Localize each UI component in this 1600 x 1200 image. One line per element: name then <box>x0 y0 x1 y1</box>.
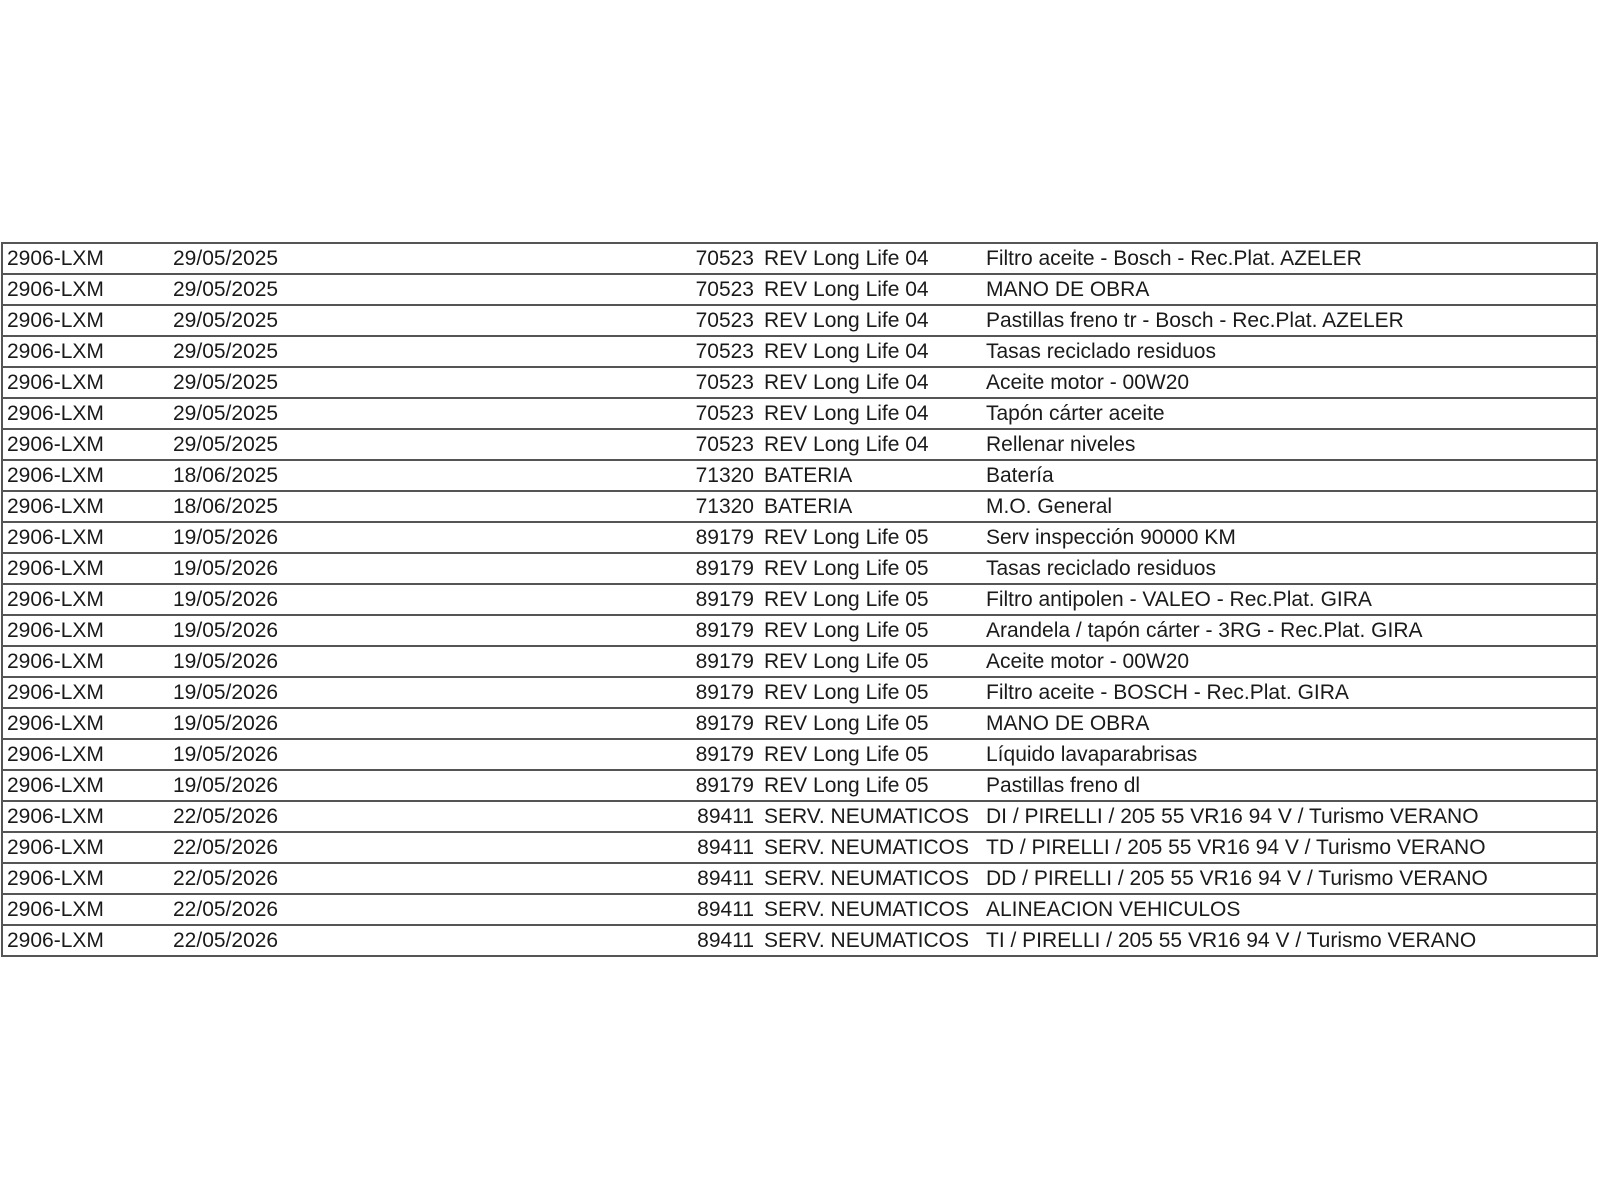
table-row <box>3 554 1596 585</box>
service-date: 22/05/2026 <box>173 805 279 828</box>
table-row <box>3 244 1596 275</box>
vehicle-plate: 2906-LXM <box>7 650 104 673</box>
table-row <box>3 492 1596 523</box>
order-number: 89179 <box>695 681 754 704</box>
order-number: 89411 <box>697 836 754 859</box>
service-type: REV Long Life 04 <box>764 309 929 332</box>
service-description: Aceite motor - 00W20 <box>986 650 1190 673</box>
vehicle-plate: 2906-LXM <box>7 526 104 549</box>
table-row <box>3 368 1596 399</box>
service-date: 18/06/2025 <box>173 495 279 518</box>
service-description: Batería <box>986 464 1054 487</box>
service-type: SERV. NEUMATICOS <box>764 805 969 828</box>
service-date: 29/05/2025 <box>173 340 279 363</box>
service-type: REV Long Life 04 <box>764 371 929 394</box>
service-type: REV Long Life 04 <box>764 433 929 456</box>
service-type: REV Long Life 05 <box>764 588 929 611</box>
service-description: Aceite motor - 00W20 <box>986 371 1190 394</box>
vehicle-plate: 2906-LXM <box>7 774 104 797</box>
service-type: SERV. NEUMATICOS <box>764 836 969 859</box>
service-date: 29/05/2025 <box>173 402 279 425</box>
service-type: REV Long Life 05 <box>764 619 929 642</box>
vehicle-plate: 2906-LXM <box>7 309 104 332</box>
service-type: REV Long Life 04 <box>764 278 929 301</box>
order-number: 89411 <box>697 867 754 890</box>
table-row <box>3 523 1596 554</box>
order-number: 70523 <box>695 402 754 425</box>
table-row <box>3 306 1596 337</box>
vehicle-plate: 2906-LXM <box>7 867 104 890</box>
order-number: 70523 <box>695 433 754 456</box>
service-date: 19/05/2026 <box>173 774 279 797</box>
service-description: Arandela / tapón cárter - 3RG - Rec.Plat. GIRA <box>986 619 1423 642</box>
vehicle-plate: 2906-LXM <box>7 681 104 704</box>
service-type: REV Long Life 05 <box>764 743 929 766</box>
service-description: MANO DE OBRA <box>986 712 1150 735</box>
service-date: 19/05/2026 <box>173 743 279 766</box>
order-number: 89411 <box>697 805 754 828</box>
service-type: REV Long Life 05 <box>764 526 929 549</box>
vehicle-plate: 2906-LXM <box>7 247 104 270</box>
table-row <box>3 430 1596 461</box>
order-number: 71320 <box>695 464 754 487</box>
service-date: 29/05/2025 <box>173 278 279 301</box>
order-number: 89179 <box>695 588 754 611</box>
order-number: 70523 <box>695 340 754 363</box>
service-description: DI / PIRELLI / 205 55 VR16 94 V / Turismo VERANO <box>986 805 1479 828</box>
vehicle-plate: 2906-LXM <box>7 929 104 952</box>
vehicle-plate: 2906-LXM <box>7 557 104 580</box>
service-type: SERV. NEUMATICOS <box>764 898 969 921</box>
order-number: 89179 <box>695 743 754 766</box>
service-description: Rellenar niveles <box>986 433 1136 456</box>
service-date: 19/05/2026 <box>173 588 279 611</box>
table-row <box>3 275 1596 306</box>
service-description: M.O. General <box>986 495 1113 518</box>
table-row <box>3 647 1596 678</box>
service-date: 19/05/2026 <box>173 526 279 549</box>
service-type: SERV. NEUMATICOS <box>764 929 969 952</box>
order-number: 89179 <box>695 619 754 642</box>
service-date: 22/05/2026 <box>173 836 279 859</box>
order-number: 70523 <box>695 247 754 270</box>
service-description: Filtro aceite - BOSCH - Rec.Plat. GIRA <box>986 681 1349 704</box>
order-number: 89411 <box>697 929 754 952</box>
vehicle-plate: 2906-LXM <box>7 464 104 487</box>
vehicle-plate: 2906-LXM <box>7 805 104 828</box>
table-row <box>3 461 1596 492</box>
order-number: 70523 <box>695 371 754 394</box>
table-row <box>3 740 1596 771</box>
vehicle-plate: 2906-LXM <box>7 898 104 921</box>
table-row <box>3 337 1596 368</box>
service-date: 19/05/2026 <box>173 712 279 735</box>
service-description: DD / PIRELLI / 205 55 VR16 94 V / Turismo VERANO <box>986 867 1488 890</box>
service-type: BATERIA <box>764 495 853 518</box>
service-type: REV Long Life 04 <box>764 402 929 425</box>
vehicle-plate: 2906-LXM <box>7 836 104 859</box>
order-number: 70523 <box>695 309 754 332</box>
order-number: 89179 <box>695 712 754 735</box>
order-number: 89179 <box>695 650 754 673</box>
service-type: BATERIA <box>764 464 853 487</box>
service-date: 22/05/2026 <box>173 867 279 890</box>
order-number: 70523 <box>695 278 754 301</box>
table-row <box>3 709 1596 740</box>
service-description: TI / PIRELLI / 205 55 VR16 94 V / Turismo VERANO <box>986 929 1477 952</box>
service-date: 29/05/2025 <box>173 371 279 394</box>
service-date: 19/05/2026 <box>173 650 279 673</box>
table-row <box>3 802 1596 833</box>
service-date: 19/05/2026 <box>173 681 279 704</box>
vehicle-plate: 2906-LXM <box>7 278 104 301</box>
vehicle-plate: 2906-LXM <box>7 619 104 642</box>
order-number: 89179 <box>695 774 754 797</box>
table-row <box>3 895 1596 926</box>
service-description: Pastillas freno tr - Bosch - Rec.Plat. AZELER <box>986 309 1404 332</box>
service-description: Tasas reciclado residuos <box>986 340 1216 363</box>
vehicle-plate: 2906-LXM <box>7 371 104 394</box>
table-row <box>3 678 1596 709</box>
vehicle-plate: 2906-LXM <box>7 433 104 456</box>
table-row <box>3 771 1596 802</box>
service-records-table <box>1 242 1598 957</box>
vehicle-plate: 2906-LXM <box>7 588 104 611</box>
vehicle-plate: 2906-LXM <box>7 340 104 363</box>
service-description: Serv inspección 90000 KM <box>986 526 1236 549</box>
order-number: 89179 <box>695 526 754 549</box>
service-type: REV Long Life 05 <box>764 557 929 580</box>
service-description: TD / PIRELLI / 205 55 VR16 94 V / Turismo VERANO <box>986 836 1486 859</box>
order-number: 71320 <box>695 495 754 518</box>
service-date: 29/05/2025 <box>173 247 279 270</box>
service-date: 29/05/2025 <box>173 309 279 332</box>
table-row <box>3 585 1596 616</box>
table-row <box>3 833 1596 864</box>
service-description: Líquido lavaparabrisas <box>986 743 1198 766</box>
service-date: 19/05/2026 <box>173 557 279 580</box>
service-type: REV Long Life 05 <box>764 774 929 797</box>
order-number: 89179 <box>695 557 754 580</box>
vehicle-plate: 2906-LXM <box>7 743 104 766</box>
service-description: Tasas reciclado residuos <box>986 557 1216 580</box>
order-number: 89411 <box>697 898 754 921</box>
table-row <box>3 616 1596 647</box>
table-row <box>3 399 1596 430</box>
service-date: 22/05/2026 <box>173 929 279 952</box>
table-row <box>3 926 1596 957</box>
service-description: Filtro antipolen - VALEO - Rec.Plat. GIRA <box>986 588 1372 611</box>
vehicle-plate: 2906-LXM <box>7 712 104 735</box>
service-type: REV Long Life 04 <box>764 340 929 363</box>
service-type: REV Long Life 05 <box>764 650 929 673</box>
service-type: SERV. NEUMATICOS <box>764 867 969 890</box>
service-date: 22/05/2026 <box>173 898 279 921</box>
service-description: Filtro aceite - Bosch - Rec.Plat. AZELER <box>986 247 1362 270</box>
service-date: 18/06/2025 <box>173 464 279 487</box>
service-description: ALINEACION VEHICULOS <box>986 898 1241 921</box>
vehicle-plate: 2906-LXM <box>7 495 104 518</box>
service-type: REV Long Life 05 <box>764 681 929 704</box>
service-type: REV Long Life 05 <box>764 712 929 735</box>
service-description: Tapón cárter aceite <box>986 402 1165 425</box>
service-type: REV Long Life 04 <box>764 247 929 270</box>
vehicle-plate: 2906-LXM <box>7 402 104 425</box>
service-description: MANO DE OBRA <box>986 278 1150 301</box>
service-date: 19/05/2026 <box>173 619 279 642</box>
service-description: Pastillas freno dl <box>986 774 1141 797</box>
table-row <box>3 864 1596 895</box>
service-date: 29/05/2025 <box>173 433 279 456</box>
